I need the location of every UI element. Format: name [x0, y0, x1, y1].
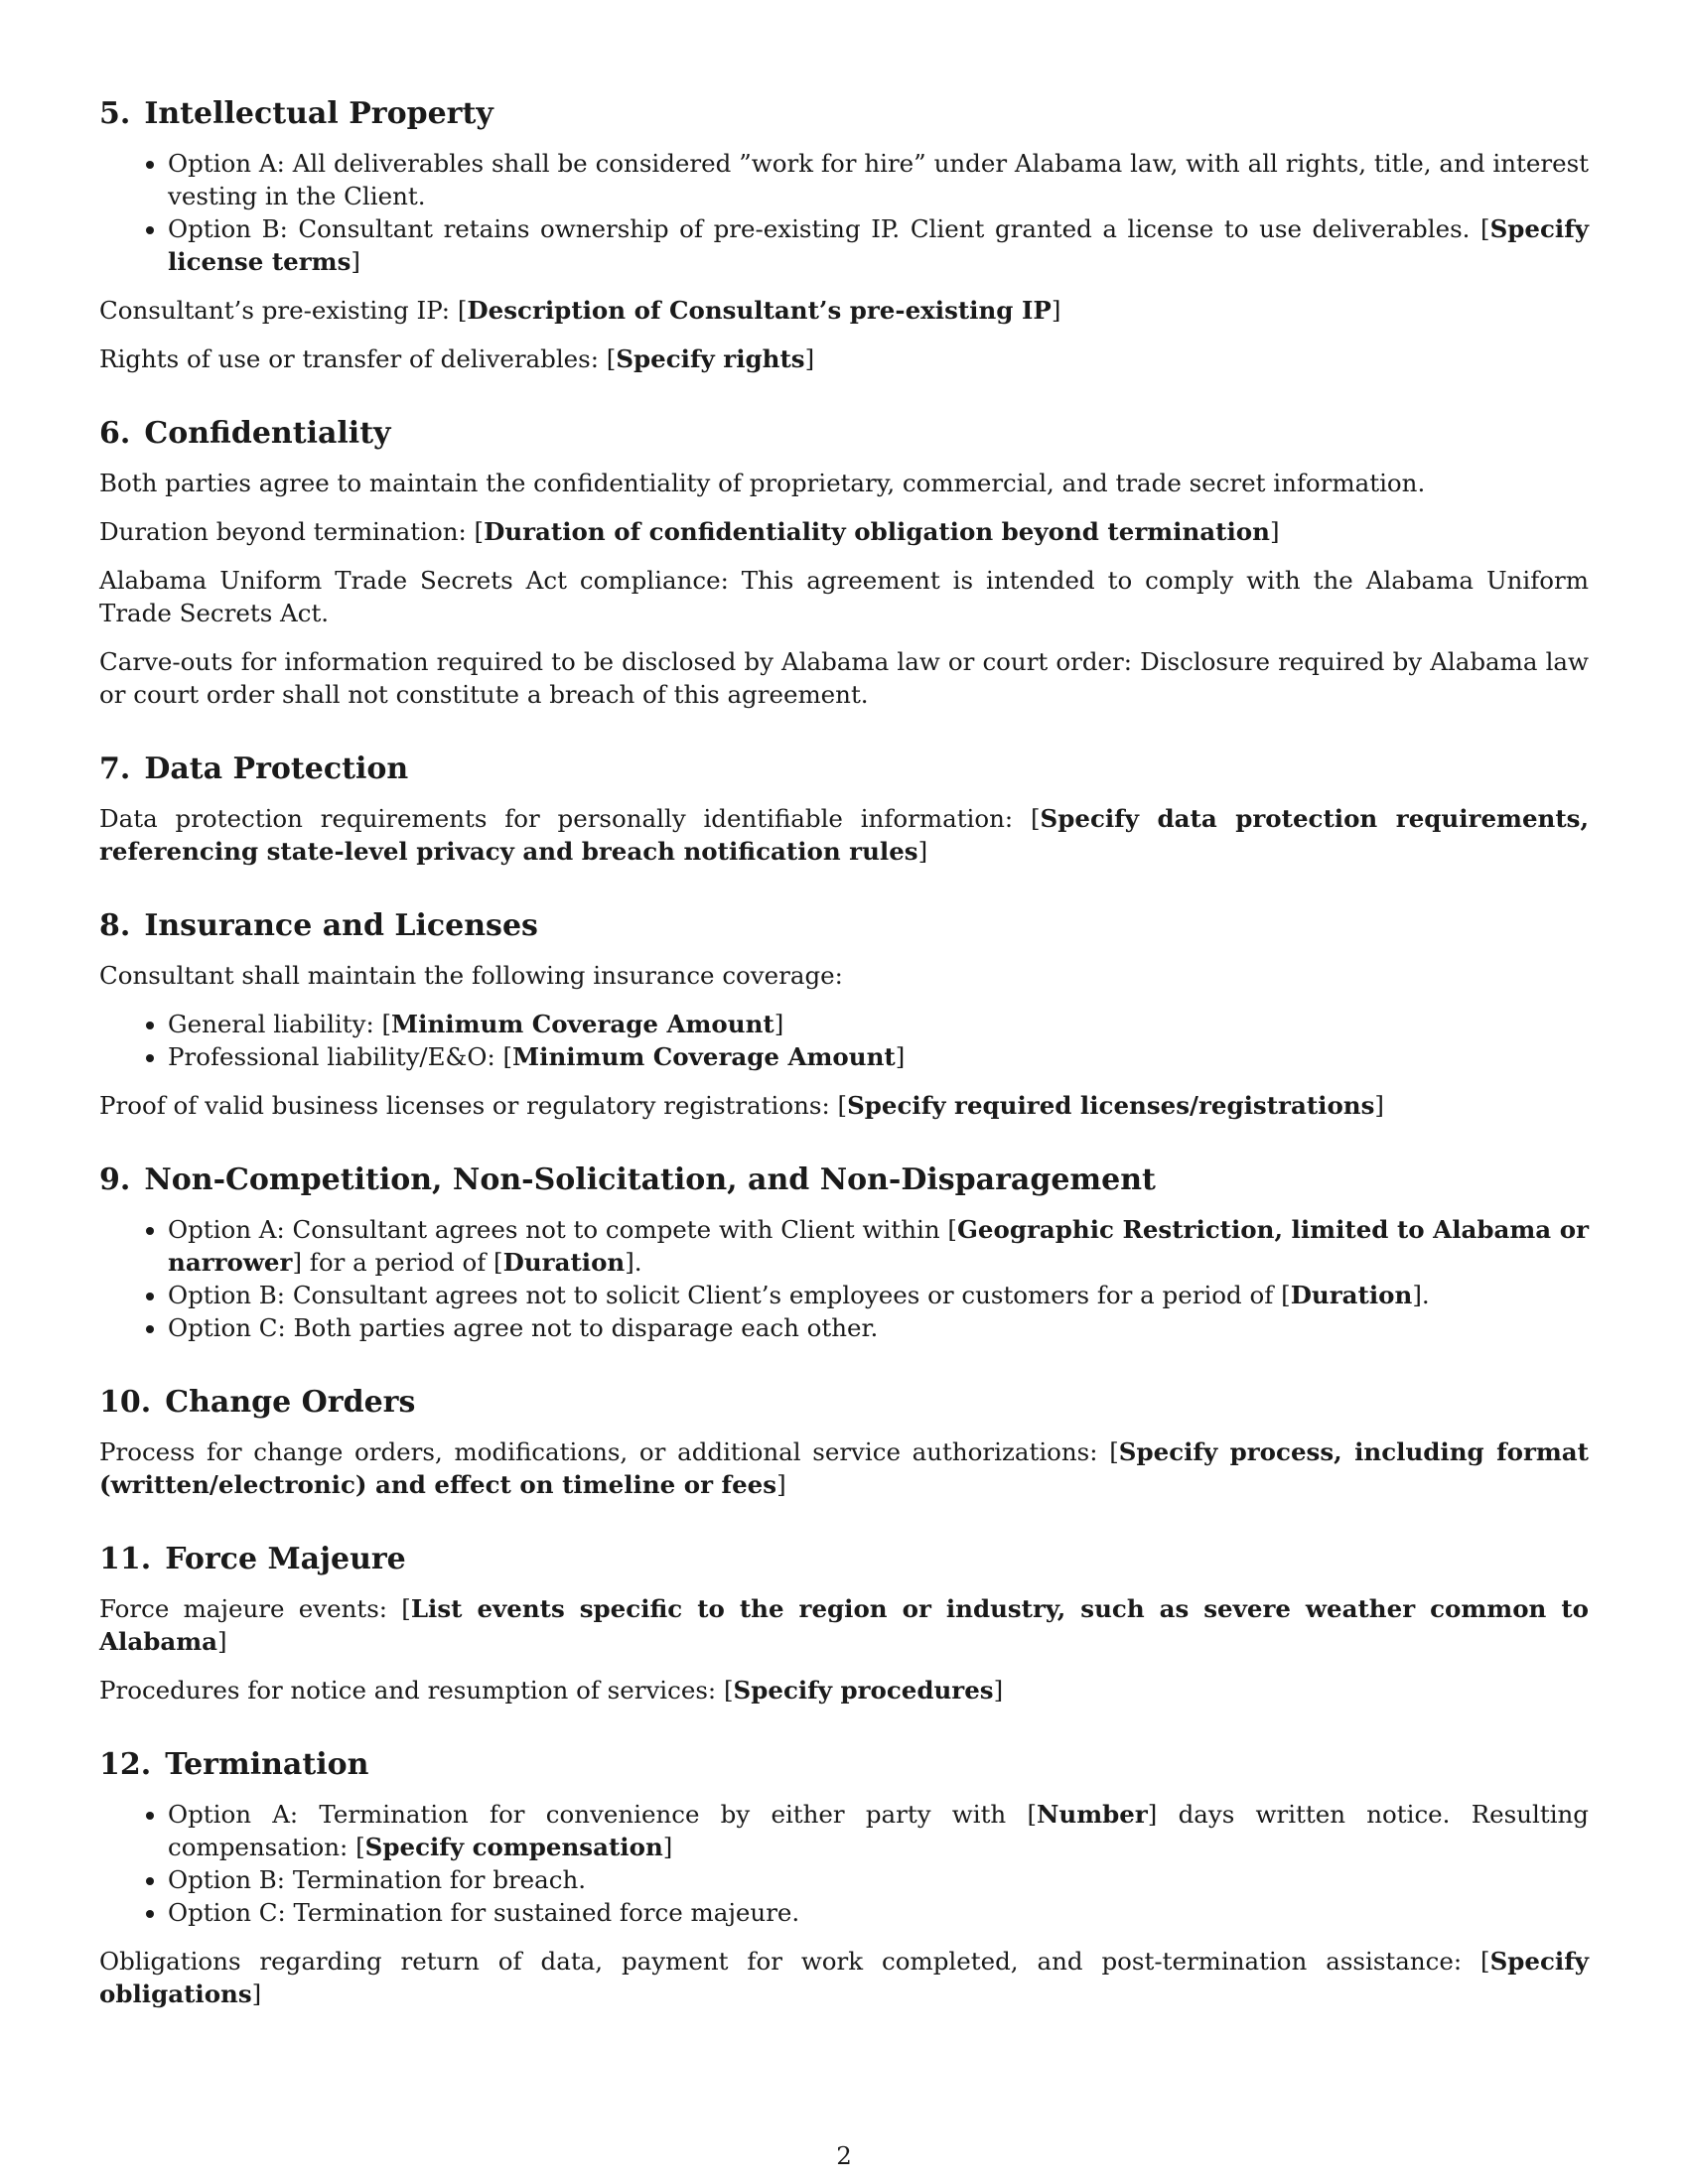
- list-item-text: Option A: Consultant agrees not to compete with Client within [: [168, 1215, 957, 1244]
- bracket-close: ]: [776, 1470, 786, 1499]
- section-intellectual-property: [99, 95, 1589, 375]
- placeholder-field: Specify data protection requirements, referencing state-level privacy and breach notification rules: [99, 804, 1589, 866]
- options-list: [99, 1213, 1589, 1344]
- list-item: [168, 1311, 1589, 1344]
- bracket-close: ].: [625, 1248, 642, 1277]
- paragraph: [99, 515, 1589, 548]
- placeholder-field: Duration of confidentiality obligation beyond termination: [484, 517, 1270, 546]
- paragraph: Alabama Uniform Trade Secrets Act compliance: This agreement is intended to comply with the Alabama Uniform Trade Secrets Act.: [99, 566, 1589, 627]
- placeholder-field: Duration: [502, 1248, 626, 1277]
- placeholder-field: Specify rights: [616, 344, 805, 373]
- section-insurance-and-licenses: [99, 907, 1589, 1122]
- bracket-close: ]: [1269, 517, 1280, 546]
- coverage-list: [99, 1008, 1589, 1073]
- section-number: 12.: [99, 1747, 152, 1782]
- bracket-close: ]: [1374, 1091, 1384, 1120]
- section-heading: [99, 1384, 1589, 1422]
- bracket-close: ]: [662, 1833, 673, 1861]
- placeholder-field: Description of Consultant’s pre-existing IP: [467, 296, 1052, 325]
- placeholder-field: Minimum Coverage Amount: [391, 1010, 774, 1038]
- list-item-text: ] days written notice. Resulting compensation: [: [168, 1800, 1589, 1861]
- placeholder-field: List events specific to the region or industry, such as severe weather common to Alabama: [99, 1594, 1589, 1656]
- section-title: Change Orders: [165, 1385, 416, 1420]
- section-number: 7.: [99, 751, 131, 786]
- list-item: [168, 1279, 1589, 1311]
- bracket-close: ]: [917, 837, 928, 866]
- paragraph-text: Duration beyond termination: [: [99, 517, 485, 546]
- section-heading: [99, 1746, 1589, 1784]
- paragraph: [99, 1945, 1589, 2010]
- paragraph: [99, 1089, 1589, 1122]
- list-item: [168, 1863, 1589, 1896]
- list-item: [168, 212, 1589, 278]
- paragraph-text: Rights of use or transfer of deliverables: [: [99, 344, 617, 373]
- bracket-close: ]: [895, 1042, 906, 1071]
- bracket-close: ]: [1051, 296, 1061, 325]
- paragraph-text: Obligations regarding return of data, payment for work completed, and post-termination assistance: [: [99, 1947, 1490, 1976]
- paragraph: Carve-outs for information required to be disclosed by Alabama law or court order: Disclosure required by Alabama law or court order shall not constitute a breach of this agreement.: [99, 647, 1589, 709]
- paragraph-text: Data protection requirements for personally identifiable information: [: [99, 804, 1041, 833]
- list-item-text: Option C: Both parties agree not to disparage each other.: [168, 1313, 879, 1342]
- section-heading: [99, 1541, 1589, 1578]
- bracket-close: ]: [251, 1979, 262, 2008]
- section-number: 8.: [99, 908, 131, 943]
- bracket-close: ]: [804, 344, 815, 373]
- list-item-text: Option B: Consultant retains ownership of pre-existing IP. Client granted a license to use deliverables. [: [168, 214, 1490, 243]
- section-number: 10.: [99, 1385, 152, 1420]
- list-item: [168, 147, 1589, 212]
- section-heading: [99, 415, 1589, 453]
- paragraph-text: Consultant’s pre-existing IP: [: [99, 296, 468, 325]
- section-force-majeure: [99, 1541, 1589, 1706]
- placeholder-field: Specify process, including format (written/electronic) and effect on timeline or fees: [99, 1437, 1589, 1499]
- placeholder-field: Minimum Coverage Amount: [512, 1042, 896, 1071]
- placeholder-field: Specify compensation: [364, 1833, 663, 1861]
- list-item-text: General liability: [: [168, 1010, 392, 1038]
- paragraph: [99, 1592, 1589, 1658]
- section-number: 9.: [99, 1162, 131, 1197]
- paragraph-text: Procedures for notice and resumption of services: [: [99, 1676, 734, 1705]
- list-item: [168, 1008, 1589, 1040]
- bracket-close: ]: [774, 1010, 784, 1038]
- list-item-text: Professional liability/E&O: [: [168, 1042, 513, 1071]
- section-title: Non-Competition, Non-Solicitation, and Non-Disparagement: [144, 1162, 1156, 1197]
- section-heading: [99, 907, 1589, 945]
- list-item-text: Option C: Termination for sustained force majeure.: [168, 1898, 800, 1927]
- list-item: [168, 1040, 1589, 1073]
- list-item-text: Option A: All deliverables shall be considered ”work for hire” under Alabama law, with all rights, title, and interest vesting in the Client.: [168, 149, 1589, 210]
- paragraph: [99, 342, 1589, 375]
- section-heading: [99, 95, 1589, 133]
- paragraph: [99, 294, 1589, 327]
- section-title: Intellectual Property: [144, 96, 493, 131]
- section-change-orders: [99, 1384, 1589, 1501]
- section-number: 5.: [99, 96, 131, 131]
- paragraph: [99, 1435, 1589, 1501]
- section-number: 6.: [99, 416, 131, 451]
- section-title: Force Majeure: [165, 1542, 406, 1576]
- section-title: Confidentiality: [144, 416, 391, 451]
- placeholder-field: Geographic Restriction, limited to Alabama or narrower: [168, 1215, 1589, 1277]
- paragraph-text: Process for change orders, modifications, or additional service authorizations: [: [99, 1437, 1119, 1466]
- section-non-competition: [99, 1161, 1589, 1344]
- paragraph-text: Force majeure events: [: [99, 1594, 411, 1623]
- options-list: [99, 147, 1589, 278]
- paragraph: [99, 802, 1589, 868]
- page-number: 2: [836, 2141, 852, 2170]
- list-item-text: Option B: Consultant agrees not to solicit Client’s employees or customers for a period of [: [168, 1281, 1291, 1309]
- list-item: [168, 1213, 1589, 1279]
- section-heading: [99, 751, 1589, 788]
- list-item-text: Option B: Termination for breach.: [168, 1865, 587, 1894]
- section-title: Insurance and Licenses: [144, 908, 538, 943]
- paragraph: Consultant shall maintain the following insurance coverage:: [99, 961, 843, 990]
- placeholder-field: Duration: [1290, 1281, 1413, 1309]
- placeholder-field: Specify required licenses/registrations: [847, 1091, 1375, 1120]
- section-data-protection: [99, 751, 1589, 868]
- placeholder-field: Number: [1037, 1800, 1148, 1829]
- list-item: [168, 1798, 1589, 1863]
- paragraph-text: Proof of valid business licenses or regulatory registrations: [: [99, 1091, 848, 1120]
- placeholder-field: Specify license terms: [168, 214, 1589, 276]
- bracket-close: ]: [351, 247, 360, 276]
- section-heading: [99, 1161, 1589, 1199]
- options-list: [99, 1798, 1589, 1929]
- placeholder-field: Specify procedures: [733, 1676, 994, 1705]
- section-title: Data Protection: [144, 751, 409, 786]
- section-title: Termination: [165, 1747, 369, 1782]
- placeholder-field: Specify obligations: [99, 1947, 1589, 2008]
- list-item-text: Option A: Termination for convenience by either party with [: [168, 1800, 1038, 1829]
- list-item-text: ] for a period of [: [292, 1248, 503, 1277]
- section-confidentiality: [99, 415, 1589, 711]
- bracket-close: ]: [217, 1627, 227, 1656]
- bracket-close: ].: [1412, 1281, 1430, 1309]
- section-termination: [99, 1746, 1589, 2010]
- section-number: 11.: [99, 1542, 152, 1576]
- document-page: [99, 95, 1589, 2026]
- bracket-close: ]: [993, 1676, 1004, 1705]
- paragraph: Both parties agree to maintain the confidentiality of proprietary, commercial, and trade secret information.: [99, 469, 1426, 497]
- paragraph: [99, 1674, 1589, 1706]
- list-item: [168, 1896, 1589, 1929]
